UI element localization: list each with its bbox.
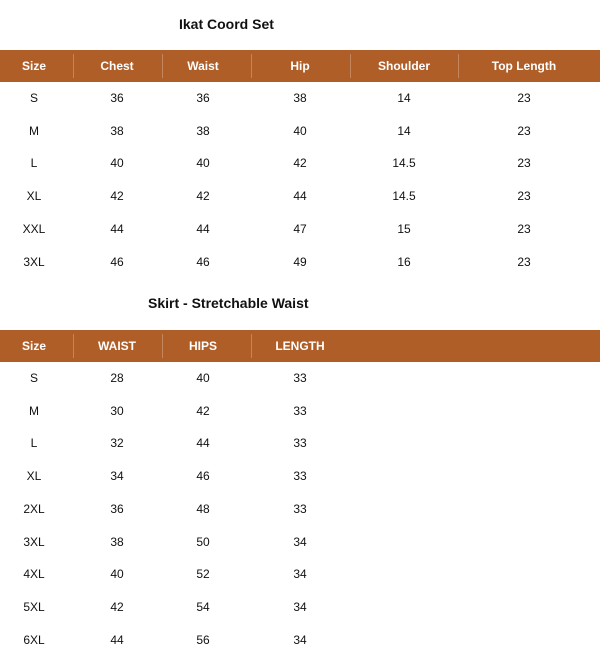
column-divider [73, 334, 74, 358]
table-cell: 44 [110, 221, 124, 236]
table-cell: 46 [196, 254, 210, 269]
table-cell: 36 [196, 91, 210, 105]
table-cell: M [29, 403, 39, 418]
table1-header-row [0, 50, 600, 82]
table-row [0, 180, 600, 212]
table-cell: 30 [110, 403, 124, 418]
table-cell: 46 [110, 254, 124, 269]
table2-header-row [0, 330, 600, 362]
table-cell: 3XL [23, 534, 45, 549]
table-cell: S [29, 371, 39, 385]
table-cell: 40 [110, 567, 124, 582]
table-cell: 38 [110, 123, 124, 138]
table-cell: 36 [110, 501, 124, 516]
table-cell: 3XL [23, 254, 45, 269]
table-row [0, 246, 600, 278]
table-cell: 42 [196, 189, 210, 204]
table-row [0, 427, 600, 459]
table2-title: Skirt - Stretchable Waist [148, 295, 309, 311]
table2-col-header: Size [21, 339, 47, 353]
table2-col-header: LENGTH [275, 339, 325, 353]
table-cell: 44 [293, 189, 307, 204]
table-cell: 40 [196, 371, 210, 385]
table-cell: 14.5 [392, 156, 416, 171]
table-cell: 23 [517, 189, 531, 204]
table-cell: 2XL [23, 501, 45, 516]
table2-col-header: HIPS [188, 339, 218, 353]
table-cell: 33 [293, 403, 307, 418]
table-row [0, 558, 600, 590]
table-cell: 23 [517, 156, 531, 171]
table-cell: 34 [293, 599, 307, 614]
column-divider [251, 334, 252, 358]
table-cell: 16 [397, 254, 411, 269]
table-cell: 52 [196, 567, 210, 582]
table-cell: 34 [293, 632, 307, 647]
table-cell: 44 [196, 221, 210, 236]
column-divider [251, 54, 252, 78]
table-cell: 42 [110, 599, 124, 614]
table-cell: 33 [293, 371, 307, 385]
table-cell: 40 [110, 156, 124, 171]
table-cell: 15 [397, 221, 411, 236]
table-row [0, 460, 600, 492]
table-row [0, 213, 600, 245]
table-cell: 44 [110, 632, 124, 647]
table-cell: 14 [397, 123, 411, 138]
column-divider [162, 54, 163, 78]
table-row [0, 362, 600, 394]
table-cell: M [29, 123, 39, 138]
table-cell: 40 [293, 123, 307, 138]
table-cell: 23 [517, 91, 531, 105]
table-row [0, 526, 600, 558]
table-cell: L [30, 156, 38, 171]
table1-col-header: Chest [100, 59, 134, 73]
table-cell: 54 [196, 599, 210, 614]
table-cell: 28 [110, 371, 124, 385]
table-cell: 42 [196, 403, 210, 418]
table-cell: 14.5 [392, 189, 416, 204]
table-cell: 42 [110, 189, 124, 204]
table-cell: 23 [517, 254, 531, 269]
table-cell: 38 [110, 534, 124, 549]
table-cell: XXL [22, 221, 46, 236]
table-row [0, 395, 600, 427]
table-cell: 34 [293, 567, 307, 582]
table-cell: 38 [293, 91, 307, 105]
table1-title: Ikat Coord Set [179, 16, 274, 32]
table-cell: 5XL [23, 599, 45, 614]
table-cell: 33 [293, 501, 307, 516]
table-cell: XL [26, 189, 42, 204]
table-cell: 33 [293, 469, 307, 484]
table1-col-header: Hip [290, 59, 310, 73]
column-divider [350, 54, 351, 78]
table-cell: 56 [196, 632, 210, 647]
table-cell: 23 [517, 123, 531, 138]
table1-col-header: Size [21, 59, 47, 73]
table-cell: 46 [196, 469, 210, 484]
table2-col-header: WAIST [98, 339, 136, 353]
table-row [0, 591, 600, 623]
table-cell: 36 [110, 91, 124, 105]
table-row [0, 147, 600, 179]
table-row [0, 82, 600, 114]
table-cell: 42 [293, 156, 307, 171]
table-cell: S [29, 91, 39, 105]
table1-col-header: Shoulder [377, 59, 431, 73]
column-divider [73, 54, 74, 78]
table-cell: L [30, 436, 38, 451]
table-cell: 34 [110, 469, 124, 484]
table-cell: 44 [196, 436, 210, 451]
table-cell: 38 [196, 123, 210, 138]
table-cell: 32 [110, 436, 124, 451]
table-cell: 48 [196, 501, 210, 516]
table-cell: XL [26, 469, 42, 484]
table-row [0, 493, 600, 525]
table-cell: 6XL [23, 632, 45, 647]
table-cell: 50 [196, 534, 210, 549]
table-row [0, 115, 600, 147]
column-divider [162, 334, 163, 358]
table-cell: 47 [293, 221, 307, 236]
table-cell: 33 [293, 436, 307, 451]
table-cell: 23 [517, 221, 531, 236]
table-cell: 49 [293, 254, 307, 269]
table1-col-header: Waist [187, 59, 219, 73]
table-cell: 34 [293, 534, 307, 549]
table-cell: 4XL [23, 567, 45, 582]
table-cell: 14 [397, 91, 411, 105]
column-divider [458, 54, 459, 78]
table-cell: 40 [196, 156, 210, 171]
table1-col-header: Top Length [491, 59, 557, 73]
table-row [0, 624, 600, 656]
